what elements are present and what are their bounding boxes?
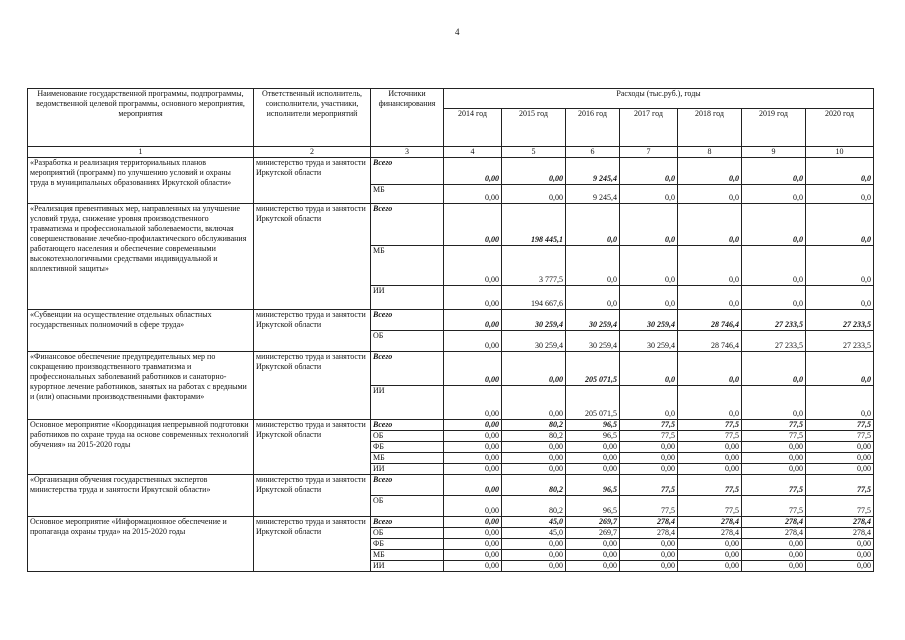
- expense-value: 0,00: [566, 464, 620, 475]
- expense-value: 0,0: [806, 158, 874, 185]
- expense-value: 278,4: [678, 517, 742, 528]
- expense-value: 0,00: [444, 539, 502, 550]
- expense-value: 0,00: [502, 453, 566, 464]
- expense-value: 0,0: [806, 204, 874, 246]
- executor-cell: министерство труда и занятости Иркутской области: [254, 310, 371, 352]
- expense-value: 269,7: [566, 528, 620, 539]
- column-number: 7: [620, 147, 678, 158]
- expense-value: 27 233,5: [806, 331, 874, 352]
- expense-value: 205 071,5: [566, 352, 620, 386]
- column-number: 3: [371, 147, 444, 158]
- column-number: 9: [742, 147, 806, 158]
- expense-value: 278,4: [620, 517, 678, 528]
- expense-value: 9 245,4: [566, 185, 620, 204]
- expense-value: 0,00: [742, 453, 806, 464]
- funding-source: ИИ: [371, 286, 444, 310]
- expense-value: 0,00: [444, 331, 502, 352]
- expense-value: 30 259,4: [566, 310, 620, 331]
- funding-source: Всего: [371, 475, 444, 496]
- executor-cell: министерство труда и занятости Иркутской области: [254, 420, 371, 475]
- expense-value: 77,5: [620, 420, 678, 431]
- expense-value: 0,00: [678, 561, 742, 572]
- expense-value: 0,00: [806, 453, 874, 464]
- expense-value: 0,0: [620, 185, 678, 204]
- expense-value: 0,00: [806, 442, 874, 453]
- expense-value: 0,0: [806, 185, 874, 204]
- table-body: [28, 158, 874, 572]
- header-executor: Ответственный исполнитель, соисполнители, участники, исполнители мероприятий: [254, 89, 371, 147]
- expense-value: 0,00: [444, 431, 502, 442]
- expense-value: 0,00: [444, 286, 502, 310]
- funding-source: МБ: [371, 453, 444, 464]
- table-row: [28, 310, 874, 331]
- column-number: 10: [806, 147, 874, 158]
- funding-source: ФБ: [371, 442, 444, 453]
- expense-value: 0,0: [742, 386, 806, 420]
- expense-value: 77,5: [678, 475, 742, 496]
- funding-source: Всего: [371, 352, 444, 386]
- expense-value: 0,0: [742, 158, 806, 185]
- expense-value: 96,5: [566, 431, 620, 442]
- expense-value: 30 259,4: [566, 331, 620, 352]
- expense-value: 45,0: [502, 517, 566, 528]
- expense-value: 0,00: [502, 550, 566, 561]
- expense-value: 0,00: [444, 204, 502, 246]
- expense-value: 0,00: [444, 561, 502, 572]
- activity-name: Основное мероприятие «Координация непрерывной подготовки работников по охране труда на основе современных технологий обучения» на 2015-2020 годы: [28, 420, 254, 475]
- activity-name: «Организация обучения государственных экспертов министерства труда и занятости Иркутской области»: [28, 475, 254, 517]
- header-year: 2018 год: [678, 109, 742, 147]
- expense-value: 0,00: [444, 158, 502, 185]
- expense-value: 0,00: [502, 442, 566, 453]
- expense-value: 30 259,4: [620, 331, 678, 352]
- expense-value: 27 233,5: [742, 331, 806, 352]
- page-number: 4: [455, 27, 460, 37]
- expense-value: 0,00: [678, 453, 742, 464]
- expense-value: 0,00: [444, 464, 502, 475]
- expense-value: 0,00: [806, 464, 874, 475]
- expense-value: 0,0: [620, 352, 678, 386]
- expense-value: 28 746,4: [678, 331, 742, 352]
- expense-value: 0,00: [678, 550, 742, 561]
- header-year: 2014 год: [444, 109, 502, 147]
- header-year: 2017 год: [620, 109, 678, 147]
- expense-value: 198 445,1: [502, 204, 566, 246]
- funding-source: ОБ: [371, 528, 444, 539]
- expense-value: 80,2: [502, 475, 566, 496]
- funding-source: МБ: [371, 246, 444, 286]
- expense-value: 0,0: [806, 286, 874, 310]
- expense-value: 0,0: [620, 204, 678, 246]
- header-year: 2016 год: [566, 109, 620, 147]
- executor-cell: министерство труда и занятости Иркутской области: [254, 352, 371, 420]
- expense-value: 96,5: [566, 475, 620, 496]
- header-year: 2020 год: [806, 109, 874, 147]
- expense-value: 0,0: [742, 352, 806, 386]
- expense-value: 0,00: [566, 453, 620, 464]
- expense-value: 77,5: [806, 496, 874, 517]
- column-number: 2: [254, 147, 371, 158]
- funding-source: ИИ: [371, 464, 444, 475]
- funding-source: ОБ: [371, 431, 444, 442]
- executor-cell: министерство труда и занятости Иркутской области: [254, 158, 371, 204]
- expense-value: 269,7: [566, 517, 620, 528]
- expense-value: 45,0: [502, 528, 566, 539]
- expense-value: 0,00: [502, 185, 566, 204]
- expense-value: 0,0: [566, 286, 620, 310]
- budget-table: [27, 88, 874, 572]
- expense-value: 0,00: [444, 310, 502, 331]
- expense-value: 77,5: [806, 475, 874, 496]
- expense-value: 0,0: [806, 352, 874, 386]
- executor-cell: министерство труда и занятости Иркутской области: [254, 517, 371, 572]
- expense-value: 0,00: [444, 550, 502, 561]
- expense-value: 0,00: [742, 464, 806, 475]
- column-number: 1: [28, 147, 254, 158]
- expense-value: 0,00: [620, 550, 678, 561]
- expense-value: 27 233,5: [806, 310, 874, 331]
- expense-value: 0,0: [678, 204, 742, 246]
- funding-source: Всего: [371, 517, 444, 528]
- funding-source: ИИ: [371, 386, 444, 420]
- activity-name: «Разработка и реализация территориальных планов мероприятий (программ) по улучшению условий и охраны труда в муниципальных образованиях Иркутской области»: [28, 158, 254, 204]
- expense-value: 0,00: [620, 442, 678, 453]
- expense-value: 80,2: [502, 420, 566, 431]
- expense-value: 0,0: [678, 246, 742, 286]
- expense-value: 0,00: [502, 158, 566, 185]
- expense-value: 0,00: [806, 539, 874, 550]
- expense-value: 0,00: [444, 496, 502, 517]
- expense-value: 0,00: [566, 442, 620, 453]
- expense-value: 3 777,5: [502, 246, 566, 286]
- expense-value: 0,00: [620, 561, 678, 572]
- expense-value: 77,5: [678, 496, 742, 517]
- expense-value: 0,0: [566, 246, 620, 286]
- table-row: [28, 204, 874, 246]
- expense-value: 278,4: [742, 528, 806, 539]
- expense-value: 77,5: [742, 431, 806, 442]
- expense-value: 0,0: [742, 286, 806, 310]
- table-row: [28, 475, 874, 496]
- expense-value: 0,00: [566, 561, 620, 572]
- expense-value: 0,00: [678, 464, 742, 475]
- expense-value: 0,00: [444, 528, 502, 539]
- expense-value: 0,0: [678, 352, 742, 386]
- expense-value: 0,0: [742, 204, 806, 246]
- expense-value: 278,4: [806, 528, 874, 539]
- expense-value: 0,0: [620, 286, 678, 310]
- expense-value: 0,00: [620, 453, 678, 464]
- expense-value: 77,5: [620, 431, 678, 442]
- expense-value: 0,00: [444, 185, 502, 204]
- expense-value: 30 259,4: [502, 310, 566, 331]
- expense-value: 80,2: [502, 431, 566, 442]
- expense-value: 77,5: [742, 420, 806, 431]
- expense-value: 205 071,5: [566, 386, 620, 420]
- executor-cell: министерство труда и занятости Иркутской области: [254, 475, 371, 517]
- expense-value: 0,00: [502, 539, 566, 550]
- expense-value: 0,0: [806, 386, 874, 420]
- executor-cell: министерство труда и занятости Иркутской области: [254, 204, 371, 310]
- expense-value: 77,5: [620, 496, 678, 517]
- funding-source: МБ: [371, 185, 444, 204]
- column-number: 5: [502, 147, 566, 158]
- funding-source: ОБ: [371, 496, 444, 517]
- header-name: Наименование государственной программы, подпрограммы, ведомственной целевой программы, основного мероприятия, мероприятия: [28, 89, 254, 147]
- expense-value: 278,4: [806, 517, 874, 528]
- expense-value: 0,00: [620, 464, 678, 475]
- expense-value: 0,00: [502, 352, 566, 386]
- expense-value: 77,5: [678, 420, 742, 431]
- expense-value: 0,0: [620, 386, 678, 420]
- funding-source: ФБ: [371, 539, 444, 550]
- expense-value: 0,00: [444, 246, 502, 286]
- expense-value: 77,5: [806, 420, 874, 431]
- expense-value: 0,00: [502, 386, 566, 420]
- header-year: 2019 год: [742, 109, 806, 147]
- expense-value: 0,00: [742, 539, 806, 550]
- funding-source: Всего: [371, 204, 444, 246]
- expense-value: 0,0: [678, 158, 742, 185]
- expense-value: 194 667,6: [502, 286, 566, 310]
- expense-value: 278,4: [742, 517, 806, 528]
- funding-source: МБ: [371, 550, 444, 561]
- expense-value: 0,0: [742, 185, 806, 204]
- expense-value: 0,00: [806, 561, 874, 572]
- expense-value: 0,0: [620, 158, 678, 185]
- expense-value: 0,00: [806, 550, 874, 561]
- expense-value: 96,5: [566, 496, 620, 517]
- table-row: [28, 158, 874, 185]
- funding-source: Всего: [371, 420, 444, 431]
- activity-name: Основное мероприятие «Информационное обеспечение и пропаганда охраны труда» на 2015-2020 годы: [28, 517, 254, 572]
- header-year: 2015 год: [502, 109, 566, 147]
- expense-value: 9 245,4: [566, 158, 620, 185]
- header-source: Источники финансирования: [371, 89, 444, 147]
- activity-name: «Реализация превентивных мер, направленных на улучшение условий труда, снижение уровня производственного травматизма и профессиональной заболеваемости, включая совершенствование лечебно-профилактического обслуживания работающего населения и обеспечение современными высокотехнологичными средствами индивидуальной и коллективной защиты»: [28, 204, 254, 310]
- funding-source: Всего: [371, 310, 444, 331]
- expense-value: 0,00: [444, 442, 502, 453]
- expense-value: 0,00: [444, 386, 502, 420]
- activity-name: «Финансовое обеспечение предупредительных мер по сокращению производственного травматизма и профессиональных заболеваний работников и санаторно-курортное лечение работников, занятых на работах с вредными и (или) опасными производственными факторами»: [28, 352, 254, 420]
- expense-value: 0,00: [742, 561, 806, 572]
- expense-value: 27 233,5: [742, 310, 806, 331]
- activity-name: «Субвенции на осуществление отдельных областных государственных полномочий в сфере труда»: [28, 310, 254, 352]
- funding-source: Всего: [371, 158, 444, 185]
- expense-value: 0,0: [620, 246, 678, 286]
- column-number: 4: [444, 147, 502, 158]
- expense-value: 0,0: [678, 286, 742, 310]
- expense-value: 30 259,4: [620, 310, 678, 331]
- expense-value: 0,00: [620, 539, 678, 550]
- funding-source: ОБ: [371, 331, 444, 352]
- expense-value: 0,0: [742, 246, 806, 286]
- expense-value: 77,5: [678, 431, 742, 442]
- expense-value: 0,00: [444, 517, 502, 528]
- expense-value: 0,00: [502, 561, 566, 572]
- expense-value: 0,00: [444, 453, 502, 464]
- column-number: 6: [566, 147, 620, 158]
- expense-value: 0,00: [742, 442, 806, 453]
- column-number: 8: [678, 147, 742, 158]
- expense-value: 0,00: [444, 352, 502, 386]
- expense-value: 0,00: [566, 550, 620, 561]
- table-row: [28, 517, 874, 528]
- expense-value: 0,0: [678, 386, 742, 420]
- table-row: [28, 352, 874, 386]
- table-row: [28, 420, 874, 431]
- expense-value: 0,00: [742, 550, 806, 561]
- expense-value: 28 746,4: [678, 310, 742, 331]
- header-expenses: Расходы (тыс.руб.), годы: [444, 89, 874, 109]
- expense-value: 0,00: [678, 539, 742, 550]
- expense-value: 30 259,4: [502, 331, 566, 352]
- expense-value: 77,5: [620, 475, 678, 496]
- expense-value: 278,4: [620, 528, 678, 539]
- expense-value: 0,00: [566, 539, 620, 550]
- expense-value: 80,2: [502, 496, 566, 517]
- expense-value: 96,5: [566, 420, 620, 431]
- expense-value: 0,00: [678, 442, 742, 453]
- expense-value: 0,0: [806, 246, 874, 286]
- expense-value: 0,00: [502, 464, 566, 475]
- expense-value: 77,5: [806, 431, 874, 442]
- expense-value: 0,0: [566, 204, 620, 246]
- expense-value: 0,00: [444, 420, 502, 431]
- expense-value: 0,0: [678, 185, 742, 204]
- expense-value: 0,00: [444, 475, 502, 496]
- expense-value: 278,4: [678, 528, 742, 539]
- funding-source: ИИ: [371, 561, 444, 572]
- expense-value: 77,5: [742, 496, 806, 517]
- expense-value: 77,5: [742, 475, 806, 496]
